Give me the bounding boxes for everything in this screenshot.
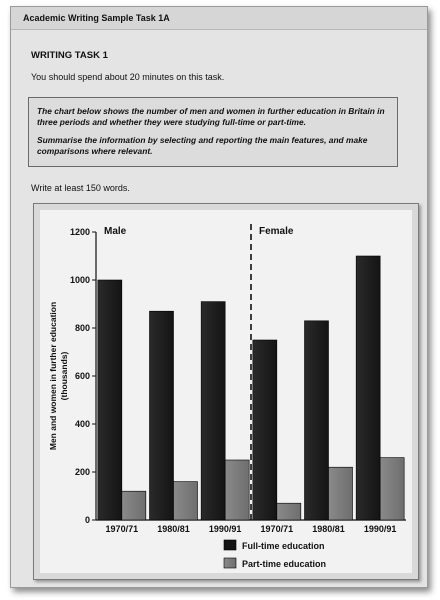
- y-tick-label: 400: [74, 419, 90, 429]
- word-count-instruction: Write at least 150 words.: [31, 183, 130, 193]
- y-tick-label: 800: [74, 323, 90, 333]
- legend-swatch-part-time: [224, 558, 236, 568]
- bar-full-time: [98, 280, 122, 520]
- y-tick-label: 1000: [69, 275, 90, 285]
- y-tick-label: 200: [74, 467, 90, 477]
- prompt-description: The chart below shows the number of men and women in further education in Britain in three periods and whether they were studying full-time or part-time.: [37, 106, 385, 127]
- header-bar: [11, 7, 427, 30]
- x-tick-label: 1970/71: [105, 524, 139, 534]
- y-tick-label: 600: [74, 371, 90, 381]
- prompt-summary-instruction: Summarise the information by selecting and reporting the main features, and make comparisons where relevant.: [37, 135, 368, 156]
- y-tick-label: 1200: [69, 227, 90, 237]
- x-tick-label: 1980/81: [312, 524, 345, 534]
- bar-full-time: [305, 321, 329, 520]
- bar-part-time: [174, 482, 198, 520]
- chart-panel: [33, 203, 419, 580]
- x-tick-label: 1990/91: [208, 524, 242, 534]
- bar-full-time: [201, 302, 225, 520]
- prompt-box: [28, 97, 398, 167]
- bar-full-time: [356, 256, 380, 520]
- bar-part-time: [329, 467, 353, 520]
- time-instruction: You should spend about 20 minutes on this task.: [31, 72, 225, 82]
- panel-label-female: Female: [259, 226, 294, 237]
- x-tick-label: 1970/71: [260, 524, 294, 534]
- y-tick-label: 0: [84, 515, 90, 525]
- bar-part-time: [122, 491, 146, 520]
- legend-label-full-time: Full-time education: [242, 541, 325, 551]
- worksheet: [10, 6, 428, 588]
- bar-part-time: [277, 503, 301, 520]
- sample-title: Academic Writing Sample Task 1A: [23, 13, 170, 23]
- bar-chart: [34, 204, 420, 581]
- legend-swatch-full-time: [224, 540, 236, 550]
- bar-part-time: [225, 460, 249, 520]
- bar-full-time: [253, 340, 277, 520]
- panel-label-male: Male: [104, 226, 127, 237]
- y-axis-subtitle: (thousands): [59, 351, 69, 401]
- task-heading: WRITING TASK 1: [31, 50, 108, 61]
- y-axis-title: Men and women in further education: [48, 301, 58, 451]
- x-tick-label: 1990/91: [363, 524, 397, 534]
- bar-part-time: [380, 458, 404, 520]
- bar-full-time: [150, 311, 174, 520]
- legend-label-part-time: Part-time education: [242, 559, 327, 569]
- x-tick-label: 1980/81: [157, 524, 190, 534]
